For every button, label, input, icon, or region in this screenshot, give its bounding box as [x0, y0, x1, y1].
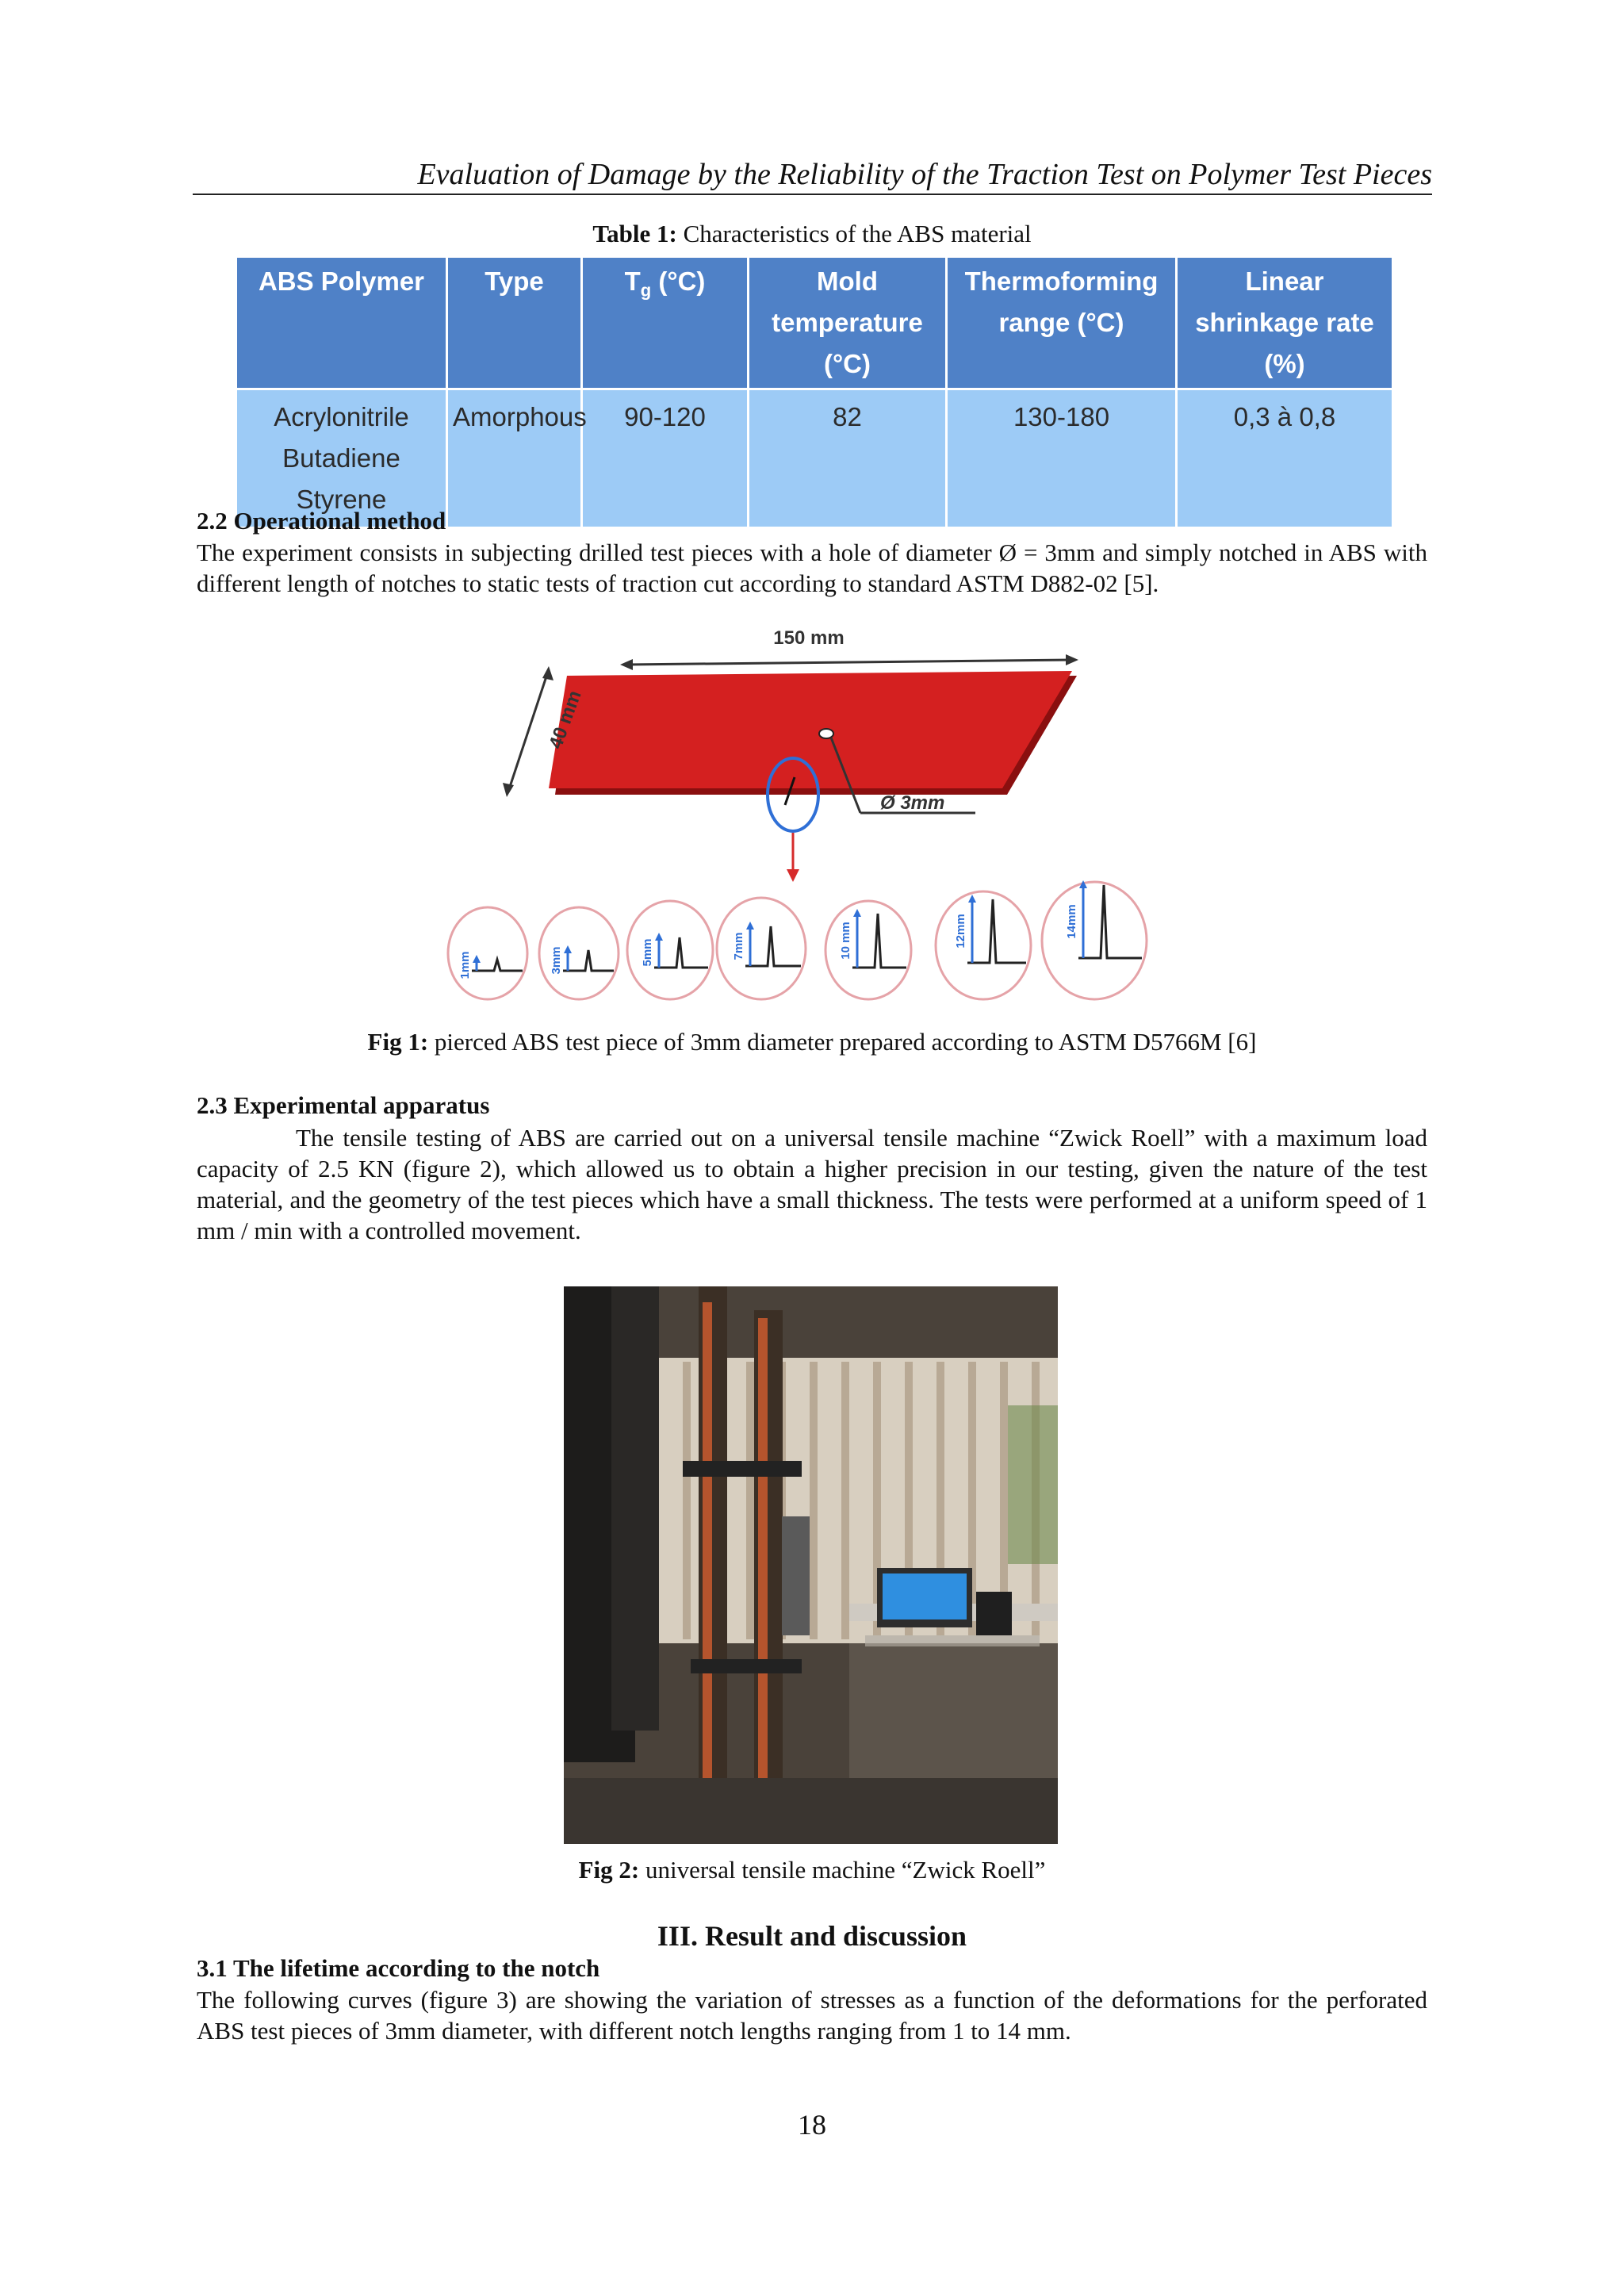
figure1-caption — [0, 1028, 1624, 1056]
monitor-screen — [883, 1573, 967, 1619]
table-header-row — [236, 257, 1393, 389]
width-arrow-bottom — [503, 783, 514, 797]
notch-circle — [717, 898, 806, 999]
running-header — [193, 152, 1432, 195]
table1-caption — [0, 220, 1624, 248]
notch-details — [448, 880, 1147, 999]
section-2-3-text: The tensile testing of ABS are carried out on a universal tensile machine “Zwick Roell” with a maximum load capacity of 2.5 KN (figure 2), which allowed us to obtain a higher precision in our testing, given the nature of the test material, and the geometry of the test pieces which have a small thickness. The tests were performed at a uniform speed of 1 mm / min with a controlled movement. — [197, 1124, 1427, 1244]
section-3-title: III. Result and discussion — [657, 1920, 967, 1952]
col-header-shrink: Linear shrinkage rate (%) — [1177, 257, 1393, 389]
figure1-diagram — [428, 619, 1205, 1023]
section-3-1-title: 3.1 The lifetime according to the notch — [197, 1954, 600, 1982]
tg-main: T — [624, 266, 641, 296]
figure2-photo — [564, 1286, 1058, 1844]
tg-sub: g — [640, 280, 652, 301]
width-dimension-line — [509, 674, 547, 789]
notch-label: 1mm — [458, 951, 472, 979]
section-2-2-title: 2.2 Operational method — [197, 507, 446, 535]
section-2-3-title: 2.3 Experimental apparatus — [197, 1091, 490, 1119]
outdoor-greenery — [1008, 1405, 1058, 1564]
computer-tower — [976, 1592, 1012, 1639]
detail-arrow-head — [787, 869, 799, 882]
notch-label: 5mm — [641, 938, 654, 967]
left-column-edge — [611, 1286, 659, 1731]
floor — [564, 1778, 1058, 1844]
table1-caption-label: Table 1: — [592, 220, 677, 247]
crosshead — [683, 1461, 802, 1477]
notch-label: 12mm — [954, 914, 967, 949]
figure1-caption-text: pierced ABS test piece of 3mm diameter prepared according to ASTM D5766M [6] — [434, 1028, 1257, 1056]
cell-mold: 82 — [749, 389, 947, 528]
abs-table — [235, 255, 1394, 529]
table1-caption-text: Characteristics of the ABS material — [683, 220, 1032, 247]
length-label: 150 mm — [773, 627, 845, 649]
hole-label: Ø 3mm — [880, 792, 945, 814]
col-header-tg — [582, 257, 749, 389]
machine-column-right-accent — [758, 1318, 768, 1826]
figure2-caption — [0, 1856, 1624, 1884]
length-dimension-line — [626, 660, 1072, 665]
hole — [819, 729, 833, 738]
figure2-caption-text: universal tensile machine “Zwick Roell” — [645, 1856, 1046, 1884]
notch-circle — [936, 891, 1031, 999]
base-crosshead — [691, 1659, 802, 1673]
cell-thermo: 130-180 — [947, 389, 1177, 528]
notch-label: 7mm — [732, 932, 745, 960]
col-header-type: Type — [447, 257, 582, 389]
width-arrow-top — [542, 666, 553, 680]
notch-label: 10 mm — [839, 922, 852, 960]
notch-circle — [1042, 882, 1147, 999]
section-3-1-text: The following curves (figure 3) are showing the variation of stresses as a function of the deformations for the perforated ABS test pieces of 3mm diameter, with different notch lengths ranging from 1 to 14 mm. — [197, 1986, 1427, 2045]
control-box — [782, 1516, 810, 1635]
length-arrow-right — [1066, 654, 1078, 665]
figure1-caption-label: Fig 1: — [367, 1028, 429, 1056]
col-header-polymer: ABS Polymer — [236, 257, 447, 389]
page-number: 18 — [798, 2109, 826, 2141]
length-arrow-left — [620, 659, 633, 670]
notch-label: 3mm — [550, 946, 563, 975]
cell-tg: 90-120 — [582, 389, 749, 528]
cell-shrink: 0,3 à 0,8 — [1177, 389, 1393, 528]
col-header-mold: Mold temperature (°C) — [749, 257, 947, 389]
figure2-caption-label: Fig 2: — [578, 1856, 640, 1884]
cell-type: Amorphous — [447, 389, 582, 528]
machine-column-left-accent — [703, 1302, 712, 1818]
cell-polymer: Acrylonitrile Butadiene Styrene — [236, 389, 447, 528]
tg-unit: (°C) — [651, 266, 706, 296]
running-title: Evaluation of Damage by the Reliability of the Traction Test on Polymer Test Pieces — [417, 158, 1432, 191]
section-2-2-text: The experiment consists in subjecting drilled test pieces with a hole of diameter Ø = 3mm and simply notched in ABS with different length of notches to static tests of traction cut according to standard ASTM D882-02 [5]. — [197, 539, 1427, 597]
col-header-thermo: Thermoforming range (°C) — [947, 257, 1177, 389]
notch-label: 14mm — [1065, 904, 1078, 939]
width-label: 40 mm — [545, 688, 586, 752]
